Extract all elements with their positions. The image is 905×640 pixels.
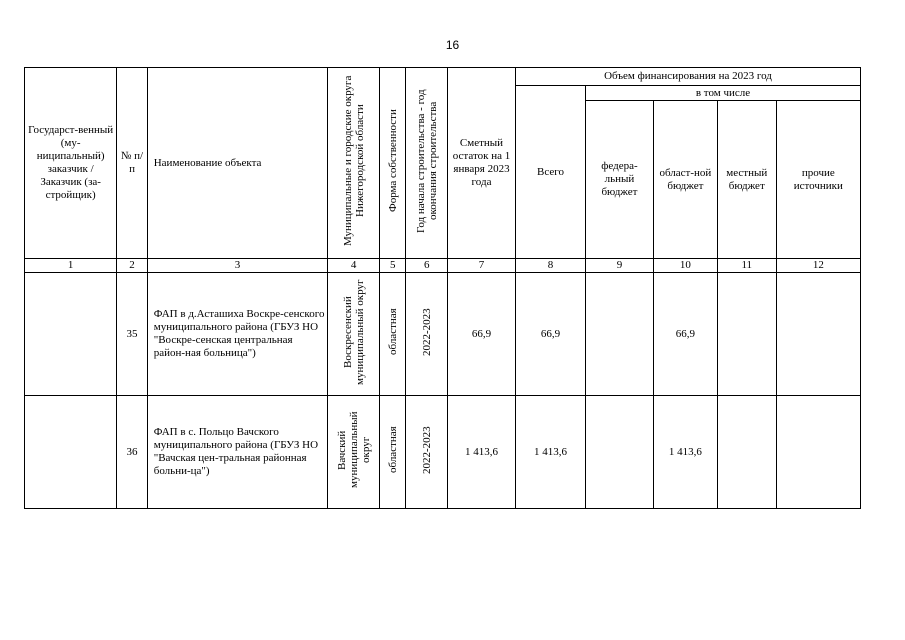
- row-ownership-cell: [380, 273, 406, 396]
- header-total: Всего: [515, 86, 585, 259]
- header-municipality-cell: [328, 68, 380, 259]
- header-ownership-cell: [380, 68, 406, 259]
- column-number: 11: [717, 259, 776, 273]
- column-number: 12: [776, 259, 860, 273]
- row-object-name: ФАП в с. Польцо Вачского муниципального района (ГБУЗ НО "Вачская цен-тральная районная больни-ца"): [147, 396, 328, 509]
- column-number: 2: [117, 259, 147, 273]
- header-customer: Государст-венный (му-ниципальный) заказчик / Заказчик (за-стройщик): [25, 68, 117, 259]
- column-number: 6: [406, 259, 448, 273]
- row-ownership: областная: [386, 308, 399, 356]
- header-municipality: Муниципальные и городские округа Нижегородской области: [341, 75, 366, 247]
- header-years-cell: [406, 68, 448, 259]
- row-years-cell: [406, 273, 448, 396]
- row-other: [776, 273, 860, 396]
- column-number: 3: [147, 259, 328, 273]
- table-row: [25, 273, 861, 396]
- row-municipality-cell: [328, 273, 380, 396]
- column-number: 8: [515, 259, 585, 273]
- row-number: 36: [117, 396, 147, 509]
- row-estimate-remainder: 1 413,6: [448, 396, 516, 509]
- row-customer: [25, 273, 117, 396]
- row-regional: 66,9: [653, 273, 717, 396]
- header-financing-title: Объем финансирования на 2023 год: [515, 68, 860, 86]
- header-object-name: Наименование объекта: [147, 68, 328, 259]
- header-local: местный бюджет: [717, 101, 776, 259]
- column-number: 4: [328, 259, 380, 273]
- column-number: 9: [585, 259, 653, 273]
- column-number: 7: [448, 259, 516, 273]
- row-local: [717, 396, 776, 509]
- row-municipality: Воскресенский муниципальный округ: [341, 279, 366, 385]
- header-regional: област-ной бюджет: [653, 101, 717, 259]
- row-regional: 1 413,6: [653, 396, 717, 509]
- row-municipality: Вачский муниципальный округ: [335, 411, 372, 489]
- row-total: 1 413,6: [515, 396, 585, 509]
- header-number: № п/п: [117, 68, 147, 259]
- header-other: прочие источники: [776, 101, 860, 259]
- row-other: [776, 396, 860, 509]
- row-years: 2022-2023: [420, 308, 433, 356]
- row-municipality-cell: [328, 396, 380, 509]
- column-number-row: [25, 259, 861, 273]
- header-years: Год начала строительства - год окончания строительства: [414, 89, 439, 233]
- row-federal: [585, 273, 653, 396]
- row-ownership: областная: [386, 426, 399, 474]
- row-ownership-cell: [380, 396, 406, 509]
- table-row: [25, 396, 861, 509]
- row-federal: [585, 396, 653, 509]
- header-federal: федера-льный бюджет: [585, 101, 653, 259]
- header-ownership: Форма собственности: [386, 109, 399, 213]
- row-total: 66,9: [515, 273, 585, 396]
- column-number: 1: [25, 259, 117, 273]
- row-customer: [25, 396, 117, 509]
- row-local: [717, 273, 776, 396]
- column-number: 5: [380, 259, 406, 273]
- header-including: в том числе: [585, 86, 860, 101]
- row-object-name: ФАП в д.Асташиха Воскре-сенского муниципального района (ГБУЗ НО "Воскре-сенская центральная район-ная больница"): [147, 273, 328, 396]
- financing-table: [24, 67, 861, 509]
- row-number: 35: [117, 273, 147, 396]
- page-number: 16: [445, 38, 460, 52]
- row-years: 2022-2023: [420, 426, 433, 474]
- row-estimate-remainder: 66,9: [448, 273, 516, 396]
- header-estimate-remainder: Сметный остаток на 1 января 2023 года: [448, 68, 516, 259]
- row-years-cell: [406, 396, 448, 509]
- column-number: 10: [653, 259, 717, 273]
